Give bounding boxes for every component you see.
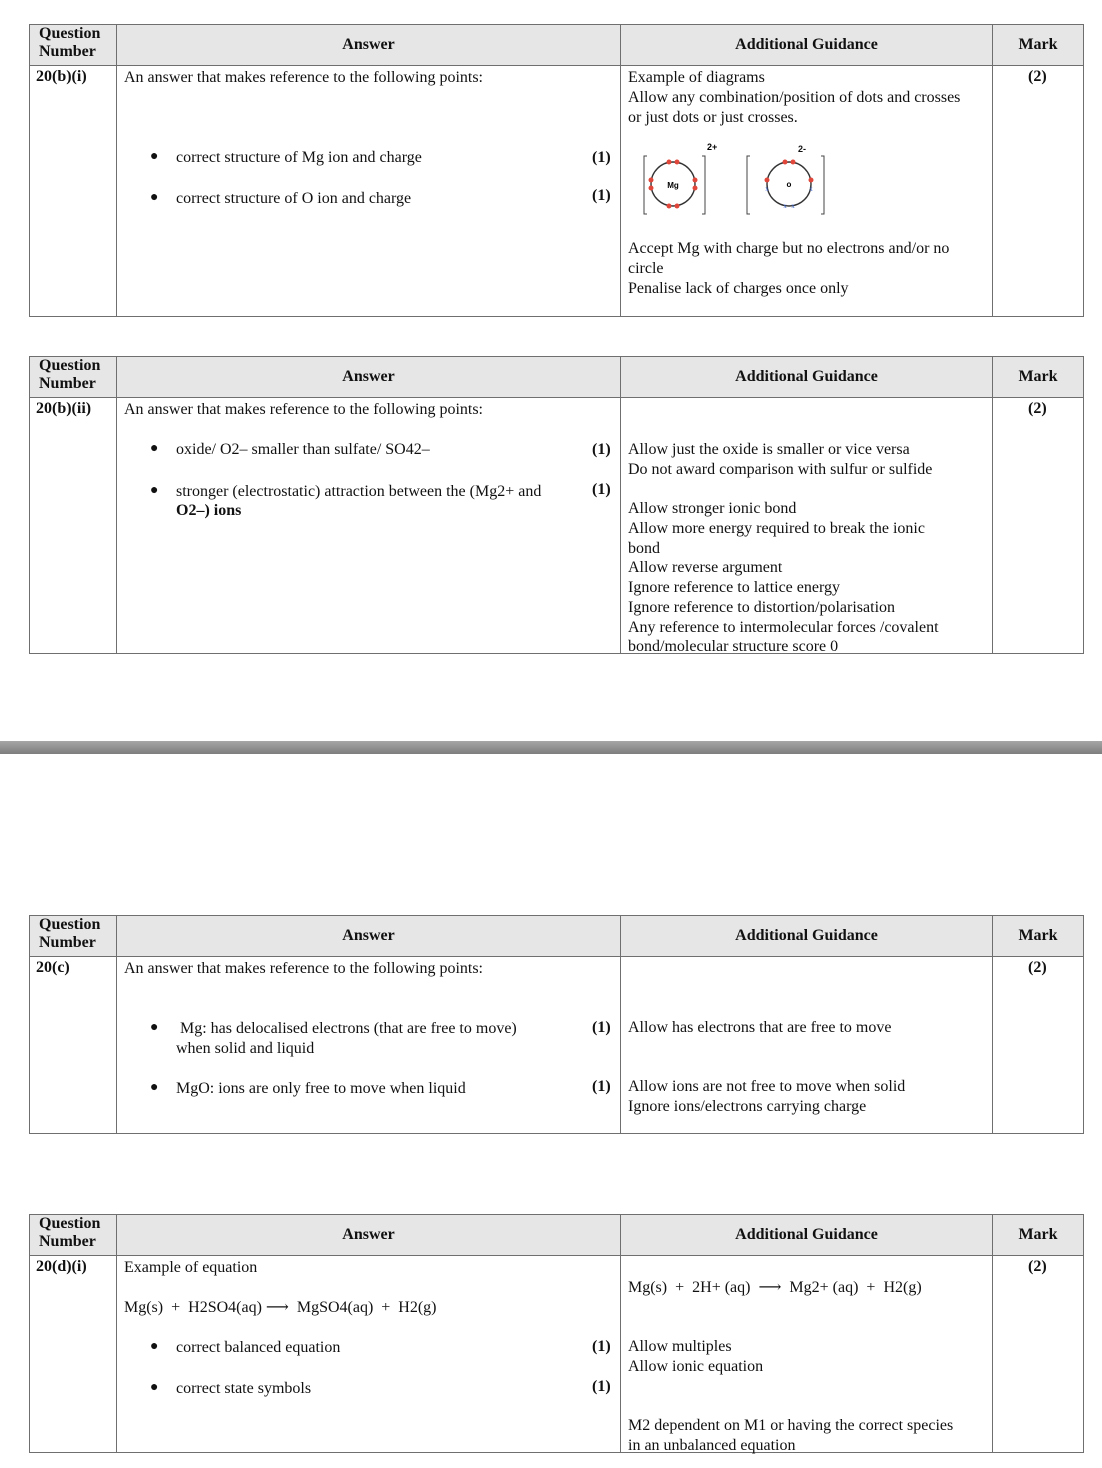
- guidance-line: bond/molecular structure score 0: [628, 638, 839, 655]
- mark-scheme-table-20bi: [29, 24, 1084, 317]
- bullet-icon: ●: [150, 1380, 159, 1395]
- bullet-icon: ●: [150, 441, 159, 456]
- header-mark: Mark: [1018, 1226, 1058, 1243]
- bullet-icon: ●: [150, 190, 159, 205]
- svg-text:x: x: [765, 185, 769, 193]
- header-answer: Answer: [117, 1215, 621, 1255]
- answer-point-2: correct state symbols: [176, 1380, 312, 1397]
- table-header: [30, 916, 1083, 957]
- guidance-line: circle: [628, 260, 664, 277]
- table-header: [30, 1215, 1083, 1256]
- header-mark: Mark: [1018, 368, 1058, 385]
- answer-intro: An answer that makes reference to the following points:: [124, 69, 483, 86]
- o-charge: 2-: [798, 144, 807, 154]
- guidance-line: Allow reverse argument: [628, 559, 783, 576]
- guidance-line: Allow stronger ionic bond: [628, 500, 797, 517]
- bullet-icon: ●: [150, 1339, 159, 1354]
- total-mark: (2): [1028, 959, 1047, 976]
- table-header: [30, 357, 1083, 398]
- ion-diagram: [635, 134, 813, 218]
- guidance-line: Do not award comparison with sulfur or sulfide: [628, 461, 933, 478]
- bullet-icon: ●: [150, 1020, 159, 1035]
- header-guidance: Additional Guidance: [621, 25, 993, 65]
- point-mark-2: (1): [592, 1378, 611, 1395]
- header-guidance: Additional Guidance: [621, 1215, 993, 1255]
- bracket-left-icon: [747, 156, 750, 214]
- svg-text:x: x: [791, 202, 795, 210]
- header-mark: Mark: [1018, 927, 1058, 944]
- answer-point-2: MgO: ions are only free to move when liquid: [176, 1080, 466, 1097]
- answer-point-1-cont: when solid and liquid: [176, 1040, 315, 1057]
- header-mark: Mark: [1018, 36, 1058, 53]
- answer-intro: An answer that makes reference to the following points:: [124, 960, 483, 977]
- header-answer: Answer: [117, 25, 621, 65]
- mark-scheme-table-20c: [29, 915, 1084, 1134]
- guidance-line: Allow multiples: [628, 1338, 732, 1355]
- answer-point-1: correct structure of Mg ion and charge: [176, 149, 422, 166]
- answer-point-1: oxide/ O2– smaller than sulfate/ SO42–: [176, 441, 430, 458]
- point-mark-1: (1): [592, 441, 611, 458]
- header-question-number: Question Number: [30, 357, 117, 397]
- header-answer: Answer: [117, 916, 621, 956]
- mark-scheme-table-20bii: [29, 356, 1084, 654]
- mg-label: Mg: [667, 181, 679, 190]
- guidance-line: Ignore ions/electrons carrying charge: [628, 1098, 867, 1115]
- bullet-icon: ●: [150, 149, 159, 164]
- total-mark: (2): [1028, 1258, 1047, 1275]
- guidance-line: Allow more energy required to break the ionic: [628, 520, 925, 537]
- header-question-number: Question Number: [30, 916, 117, 956]
- answer-point-2: correct structure of O ion and charge: [176, 190, 412, 207]
- answer-intro: An answer that makes reference to the following points:: [124, 401, 483, 418]
- mark-scheme-table-20di: [29, 1214, 1084, 1453]
- answer-point-1: correct balanced equation: [176, 1339, 341, 1356]
- answer-point-2: stronger (electrostatic) attraction between the (Mg2+ and: [176, 483, 542, 500]
- example-equation: Mg(s) + H2SO4(aq) ⟶ MgSO4(aq) + H2(g): [124, 1299, 437, 1316]
- question-number: 20(b)(ii): [36, 400, 92, 417]
- guidance-line: Any reference to intermolecular forces /covalent: [628, 619, 939, 636]
- guidance-line: in an unbalanced equation: [628, 1437, 796, 1454]
- guidance-line: Accept Mg with charge but no electrons and/or no: [628, 240, 950, 257]
- point-mark-2: (1): [592, 481, 611, 498]
- table-header: [30, 25, 1083, 66]
- page-divider: [0, 741, 1102, 754]
- guidance-line: Allow ionic equation: [628, 1358, 764, 1375]
- point-mark-2: (1): [592, 1078, 611, 1095]
- total-mark: (2): [1028, 400, 1047, 417]
- guidance-line: or just dots or just crosses.: [628, 109, 798, 126]
- bracket-right-icon: [702, 156, 705, 214]
- answer-intro: Example of equation: [124, 1259, 258, 1276]
- point-mark-1: (1): [592, 1019, 611, 1036]
- guidance-line: Allow any combination/position of dots and crosses: [628, 89, 961, 106]
- bullet-icon: ●: [150, 1080, 159, 1095]
- header-guidance: Additional Guidance: [621, 916, 993, 956]
- question-number: 20(d)(i): [36, 1258, 87, 1275]
- answer-point-1: Mg: has delocalised electrons (that are free to move): [180, 1020, 517, 1037]
- guidance-line: Penalise lack of charges once only: [628, 280, 849, 297]
- question-number: 20(b)(i): [36, 68, 87, 85]
- guidance-line: bond: [628, 540, 660, 557]
- ionic-equation: Mg(s) + 2H+ (aq) ⟶ Mg2+ (aq) + H2(g): [628, 1279, 922, 1296]
- guidance-line: Example of diagrams: [628, 69, 765, 86]
- guidance-line: M2 dependent on M1 or having the correct species: [628, 1417, 954, 1434]
- header-question-number: Question Number: [30, 1215, 117, 1255]
- guidance-line: Allow ions are not free to move when solid: [628, 1078, 906, 1095]
- point-mark-1: (1): [592, 1338, 611, 1355]
- bracket-left-icon: [644, 156, 647, 214]
- svg-text:x: x: [783, 202, 787, 210]
- point-mark-1: (1): [592, 149, 611, 166]
- total-mark: (2): [1028, 68, 1047, 85]
- header-guidance: Additional Guidance: [621, 357, 993, 397]
- svg-text:x: x: [809, 185, 813, 193]
- guidance-line: Ignore reference to distortion/polarisation: [628, 599, 896, 616]
- question-number: 20(c): [36, 959, 70, 976]
- o-label: o: [786, 180, 792, 189]
- guidance-line: Allow has electrons that are free to move: [628, 1019, 892, 1036]
- guidance-line: Ignore reference to lattice energy: [628, 579, 841, 596]
- point-mark-2: (1): [592, 187, 611, 204]
- bullet-icon: ●: [150, 483, 159, 498]
- header-question-number: Question Number: [30, 25, 117, 65]
- answer-point-2-cont: O2–) ions: [176, 502, 242, 519]
- guidance-line: Allow just the oxide is smaller or vice versa: [628, 441, 910, 458]
- header-answer: Answer: [117, 357, 621, 397]
- mg-charge: 2+: [707, 142, 718, 152]
